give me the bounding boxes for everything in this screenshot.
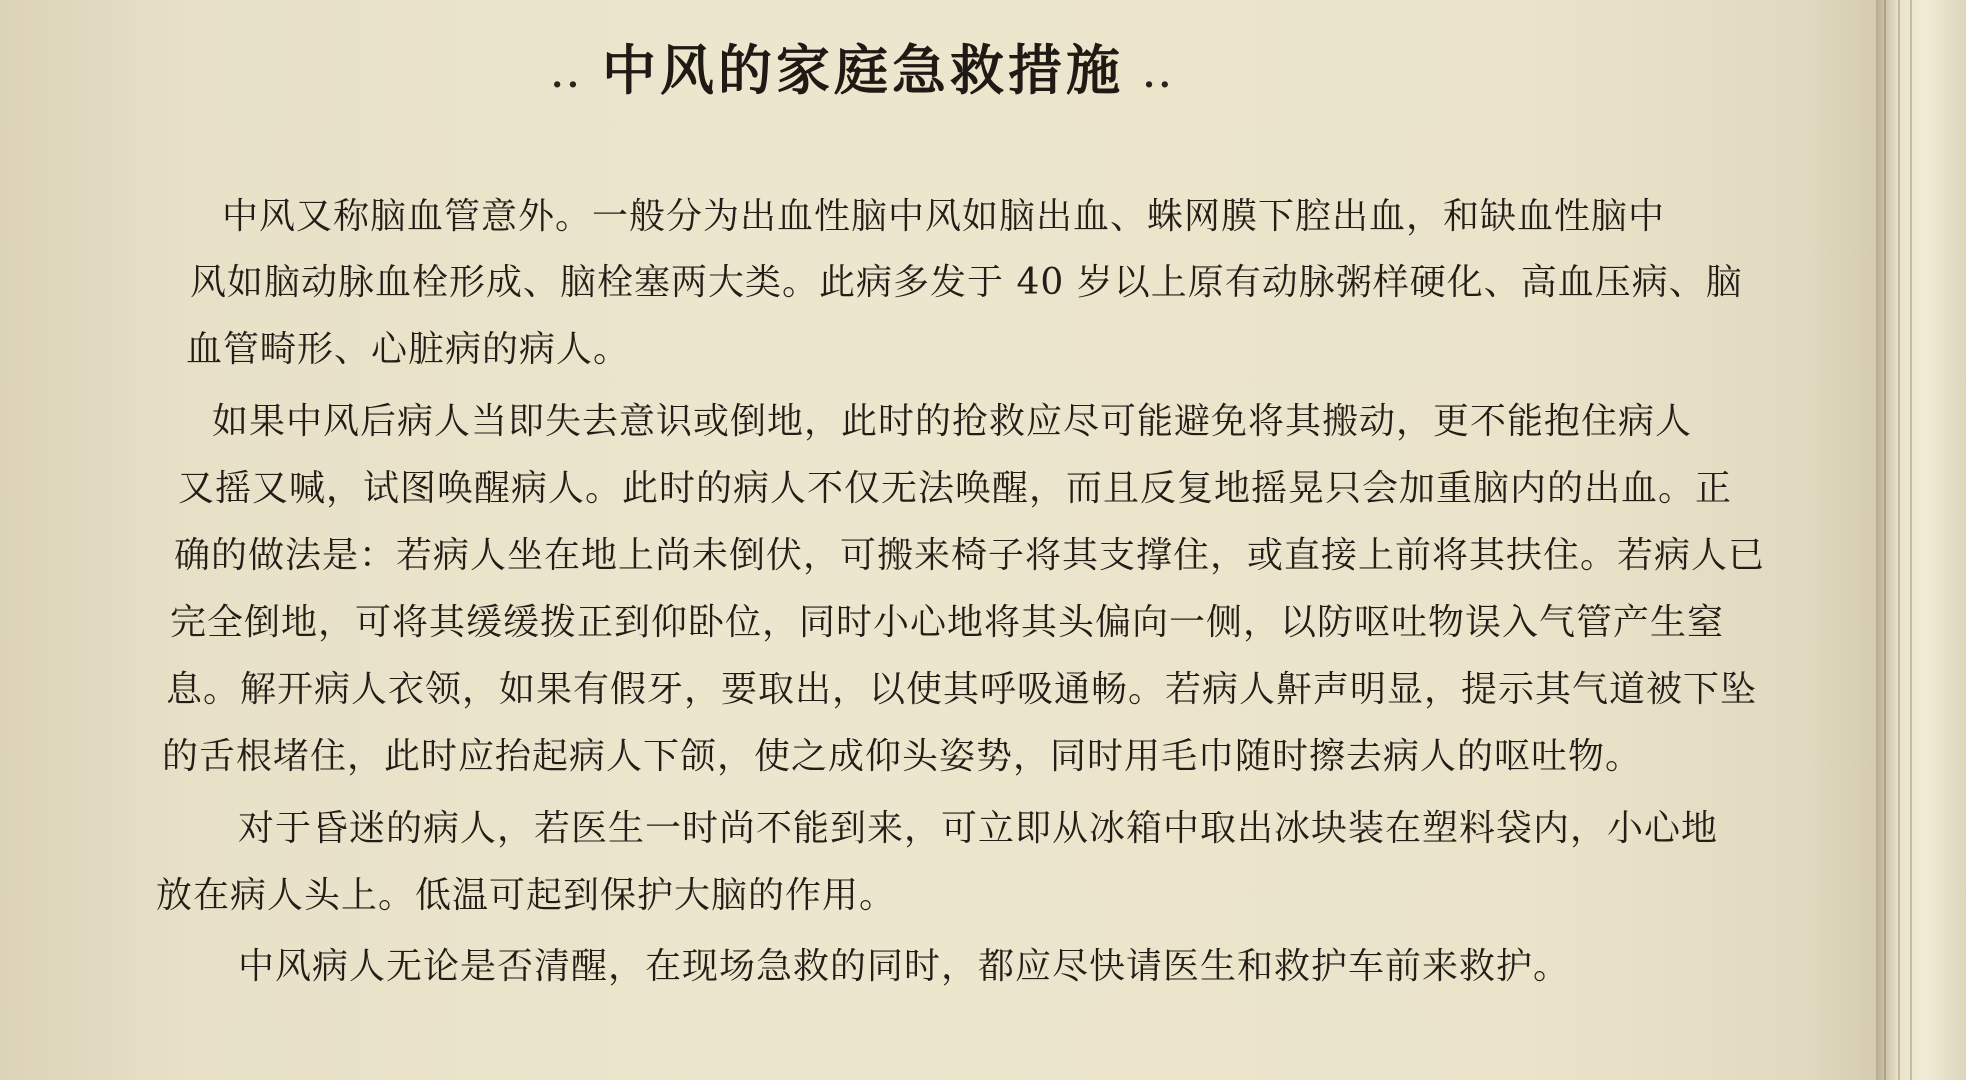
paragraph-line: 又摇又喊，试图唤醒病人。此时的病人不仅无法唤醒，而且反复地摇晃只会加重脑内的出血。正 <box>178 468 1733 509</box>
title-ornament-left: ·· <box>551 64 583 105</box>
page-edge-line <box>1898 0 1900 1080</box>
paragraph-line: 对于昏迷的病人，若医生一时尚不能到来，可立即从冰箱中取出冰块装在塑料袋内，小心地 <box>238 808 1719 849</box>
paragraph-line: 的舌根堵住，此时应抬起病人下颌，使之成仰头姿势，同时用毛巾随时擦去病人的呕吐物。 <box>162 736 1643 777</box>
paragraph-line: 血管畸形、心脏病的病人。 <box>186 329 631 370</box>
page-edge-line <box>1884 0 1886 1080</box>
title-container <box>0 28 1846 105</box>
paragraph-line: 息。解开病人衣领，如果有假牙，要取出，以使其呼吸通畅。若病人鼾声明显，提示其气道被下坠 <box>166 669 1758 710</box>
paragraph-line: 如果中风后病人当即失去意识或倒地，此时的抢救应尽可能避免将其搬动，更不能抱住病人 <box>212 401 1693 442</box>
paragraph-line: 风如脑动脉血栓形成、脑栓塞两大类。此病多发于 40 岁以上原有动脉粥样硬化、高血压病、脑 <box>190 262 1743 303</box>
paragraph-line: 中风又称脑血管意外。一般分为出血性脑中风如脑出血、蛛网膜下腔出血，和缺血性脑中 <box>222 196 1666 237</box>
title-ornament-right: ·· <box>1143 64 1175 105</box>
paragraph-line: 完全倒地，可将其缓缓拨正到仰卧位，同时小心地将其头偏向一侧，以防呕吐物误入气管产生窒 <box>170 602 1725 643</box>
page-title: 中风的家庭急救措施 <box>602 38 1124 102</box>
paragraph-line: 确的做法是：若病人坐在地上尚未倒伏，可搬来椅子将其支撑住，或直接上前将其扶住。若病人已 <box>174 535 1766 576</box>
page-edge-line <box>1910 0 1912 1080</box>
paragraph-line: 中风病人无论是否清醒，在现场急救的同时，都应尽快请医生和救护车前来救护。 <box>238 946 1571 987</box>
paragraph-line: 放在病人头上。低温可起到保护大脑的作用。 <box>156 875 897 916</box>
page-edge <box>1876 0 1966 1080</box>
